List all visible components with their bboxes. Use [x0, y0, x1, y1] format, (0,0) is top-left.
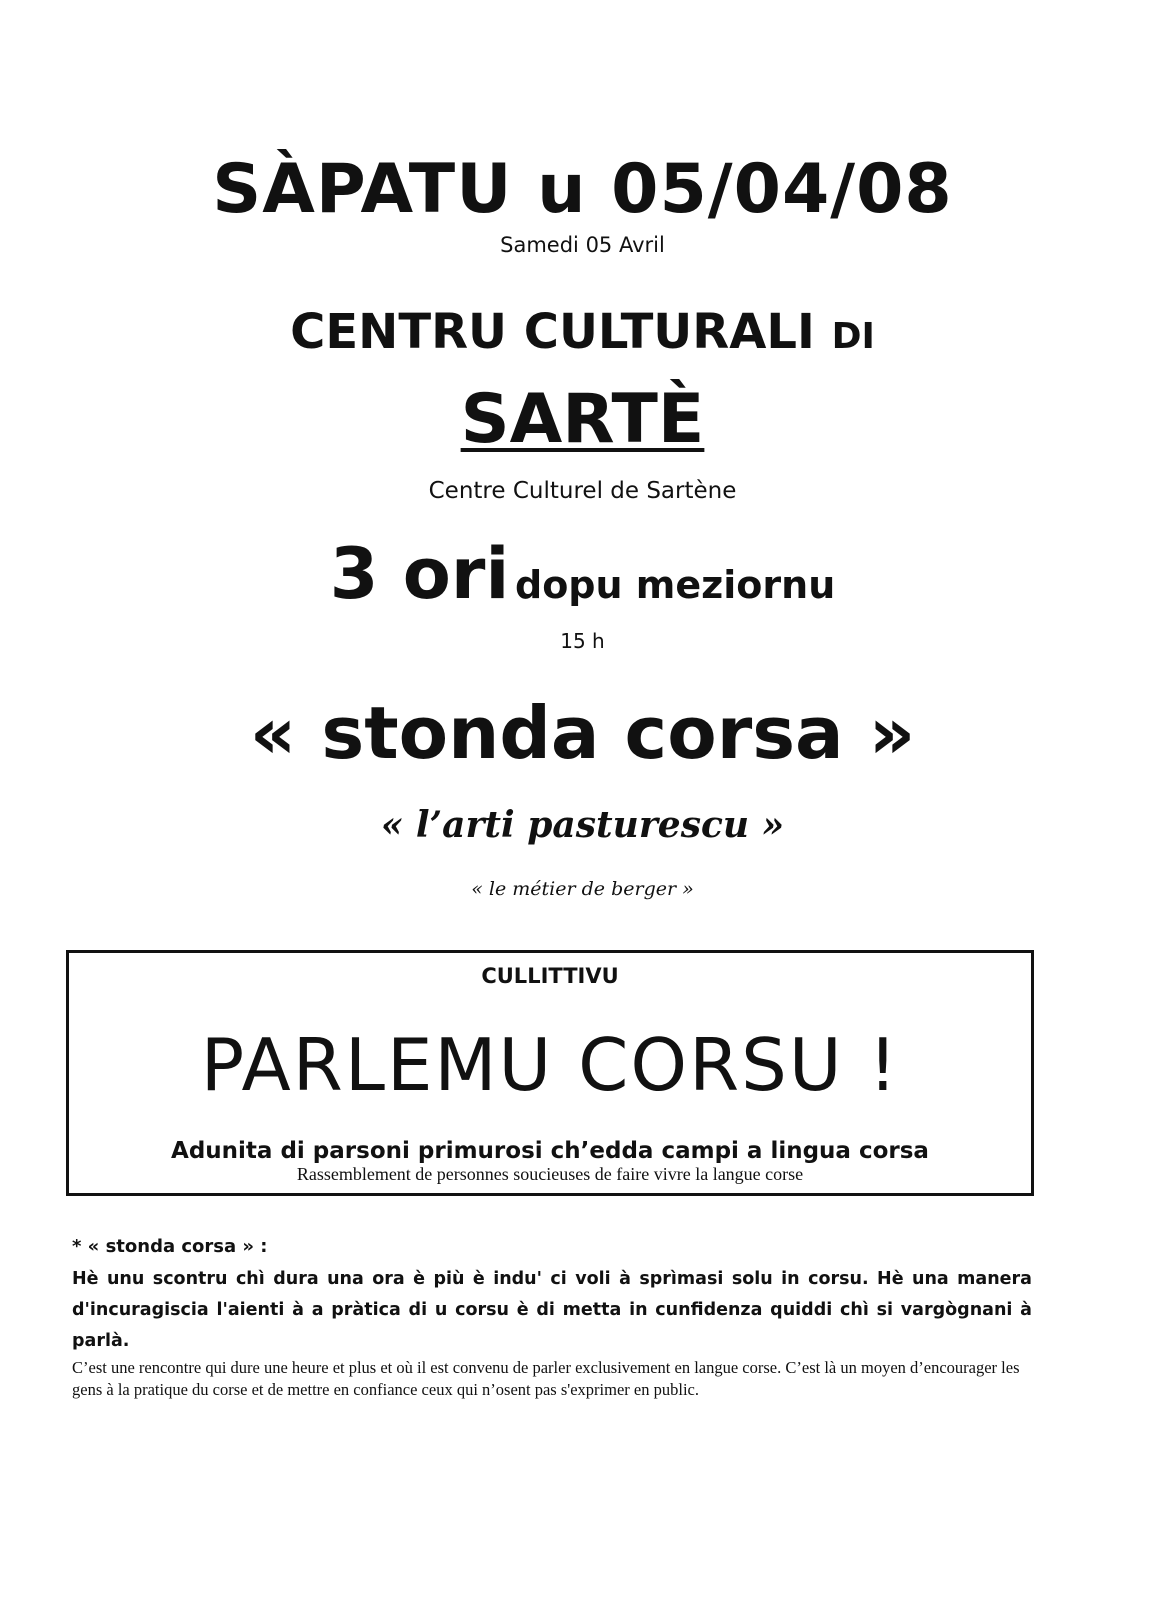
event-subtitle: « l’arti pasturescu » [380, 804, 785, 846]
organizer-description: Adunita di parsoni primurosi ch’edda campi a lingua corsa [171, 1138, 929, 1164]
footnote [72, 1232, 1032, 1401]
footnote-corsican-text: Hè unu scontru chì dura una ora è più è indu' ci voli à sprìmasi solu in corsu. Hè una manera d'incuragiscia l'aienti à a pràtica di u corsu è di metta in cunfidenza quiddi chì si vargògnani à parlà. [72, 1269, 1032, 1351]
venue-heading-main: CENTRU CULTURALI [290, 304, 815, 360]
event-time-period: dopu meziornu [515, 563, 836, 607]
event-time-french: 15 h [560, 629, 605, 653]
event-time-hour: 3 ori [329, 533, 510, 615]
event-title: « stonda corsa » [249, 691, 916, 775]
organizer-description-french: Rassemblement de personnes soucieuses de faire vivre la langue corse [296, 1164, 804, 1184]
organizer-box [66, 950, 1034, 1196]
venue-town-name: SARTÈ [460, 380, 705, 459]
organizer-label: CULLITTIVU [481, 964, 619, 988]
footnote-heading: * « stonda corsa » : [72, 1236, 268, 1257]
venue-heading [0, 302, 1165, 367]
event-subtitle-french: « le métier de berger » [471, 878, 694, 900]
event-date-french: Samedi 05 Avril [500, 233, 665, 257]
footnote-french-text: C’est une rencontre qui dure une heure et plus et où il est convenu de parler exclusivement en langue corse. C’est là un moyen d’encourager les gens à la pratique du corse et de mettre en confiance ceux qui n’osent pas s'exprimer en public. [72, 1358, 1020, 1399]
event-time [0, 534, 1165, 633]
organizer-name: PARLEMU CORSU ! [200, 1023, 900, 1107]
event-date: SÀPATU u 05/04/08 [212, 150, 953, 229]
venue-heading-preposition: DI [831, 316, 875, 357]
venue-town [0, 380, 1165, 460]
venue-french: Centre Culturel de Sartène [428, 478, 737, 504]
